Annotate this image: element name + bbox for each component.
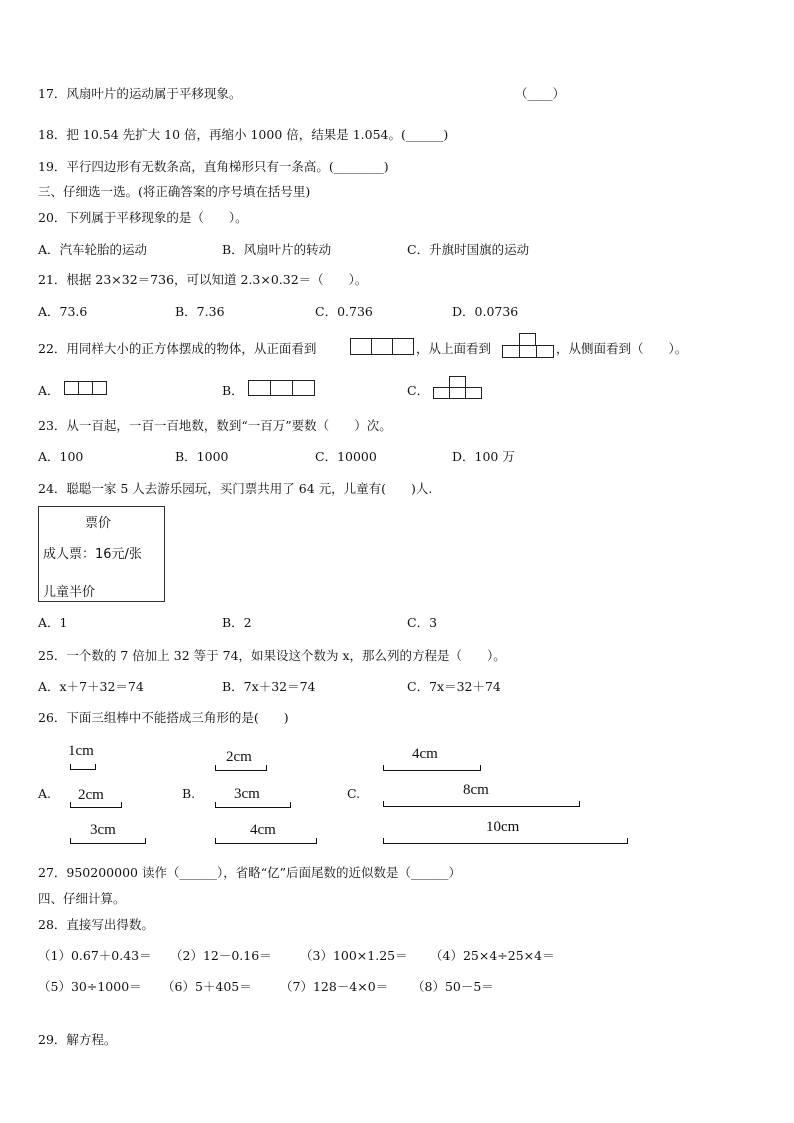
price-adult: 成人票：16元/张: [43, 547, 142, 562]
q22-option-a-figure: [64, 381, 107, 398]
q20-option-b[interactable]: B．风扇叶片的转动: [222, 242, 332, 257]
q24-option-b[interactable]: B．2: [222, 615, 252, 630]
q22-option-c-figure: [433, 376, 483, 400]
q22-option-b[interactable]: B．: [222, 383, 244, 398]
q26-option-a[interactable]: A.: [38, 786, 52, 801]
calc-8[interactable]: （8）50－5＝: [412, 979, 494, 994]
stick-b1: [215, 765, 267, 771]
calc-3[interactable]: （3）100×1.25＝: [300, 948, 408, 963]
question-22-part-b: ，从上面看到: [416, 341, 492, 356]
question-20: 20．下列属于平移现象的是（ ）。: [38, 210, 248, 225]
price-table: [38, 506, 165, 602]
q24-option-c[interactable]: C．3: [407, 615, 438, 630]
question-29: 29．解方程。: [38, 1032, 117, 1047]
q22-option-a[interactable]: A．: [38, 383, 60, 398]
q25-option-c[interactable]: C．7x＝32＋74: [407, 679, 501, 694]
stick-c1-label: 4cm: [412, 746, 438, 762]
question-25: 25．一个数的 7 倍加上 32 等于 74，如果设这个数为 x，那么列的方程是（ ）。: [38, 648, 506, 663]
question-24: 24．聪聪一家 5 人去游乐园玩，买门票共用了 64 元，儿童有( )人.: [38, 481, 433, 496]
calc-5[interactable]: （5）30÷1000＝: [38, 979, 142, 994]
price-title: 票价: [85, 516, 112, 531]
stick-b1-label: 2cm: [226, 749, 252, 765]
stick-c3: [383, 838, 628, 844]
q24-option-a[interactable]: A．1: [38, 615, 68, 630]
stick-c3-label: 10cm: [486, 819, 520, 835]
question-22-part-c: ，从侧面看到（ ）。: [556, 341, 688, 356]
stick-b2-label: 3cm: [234, 786, 260, 802]
stick-a1-label: 1cm: [68, 743, 94, 759]
q20-option-a[interactable]: A．汽车轮胎的运动: [38, 242, 148, 257]
stick-a3: [70, 838, 146, 844]
question-17: 17．风扇叶片的运动属于平移现象。: [38, 86, 242, 101]
stick-b3-label: 4cm: [250, 822, 276, 838]
stick-b3: [215, 838, 317, 844]
stick-a2: [70, 802, 122, 808]
question-26: 26．下面三组棒中不能搭成三角形的是( ): [38, 710, 289, 725]
section-3-heading: 三、仔细选一选。(将正确答案的序号填在括号里): [38, 184, 311, 199]
question-19: 19．平行四边形有无数条高，直角梯形只有一条高。(________): [38, 159, 389, 174]
section-4-heading: 四、仔细计算。: [38, 891, 126, 906]
q21-option-b[interactable]: B．7.36: [175, 304, 225, 319]
stick-a2-label: 2cm: [78, 787, 104, 803]
q25-option-a[interactable]: A．x＋7＋32＝74: [38, 679, 144, 694]
calc-4[interactable]: （4）25×4÷25×4＝: [430, 948, 555, 963]
q21-option-d[interactable]: D．0.0736: [452, 304, 519, 319]
stick-a1: [70, 764, 96, 770]
answer-paren-17[interactable]: （____）: [515, 86, 566, 101]
question-23: 23．从一百起，一百一百地数，数到“一百万”要数（ ）次。: [38, 418, 392, 433]
stick-c2-label: 8cm: [463, 782, 489, 798]
calc-1[interactable]: （1）0.67＋0.43＝: [38, 948, 152, 963]
stick-b2: [215, 802, 291, 808]
question-21: 21．根据 23×32＝736，可以知道 2.3×0.32＝（ ）。: [38, 272, 368, 287]
q26-option-c[interactable]: C.: [347, 786, 361, 801]
stick-c1: [383, 765, 481, 771]
front-view-figure: [350, 338, 414, 358]
question-18: 18．把 10.54 先扩大 10 倍，再缩小 1000 倍，结果是 1.054。(______): [38, 127, 449, 142]
calc-2[interactable]: （2）12－0.16＝: [170, 948, 272, 963]
top-view-figure: [502, 333, 554, 359]
q26-option-b[interactable]: B.: [182, 786, 196, 801]
question-27: 27．950200000 读作（______），省略“亿”后面尾数的近似数是（______）: [38, 865, 461, 880]
stick-a3-label: 3cm: [90, 822, 116, 838]
q21-option-c[interactable]: C．0.736: [315, 304, 373, 319]
price-child: 儿童半价: [43, 585, 96, 600]
q23-option-a[interactable]: A．100: [38, 449, 84, 464]
q22-option-b-figure: [248, 380, 315, 399]
calc-6[interactable]: （6）5＋405＝: [162, 979, 252, 994]
question-28: 28．直接写出得数。: [38, 917, 154, 932]
q21-option-a[interactable]: A．73.6: [38, 304, 88, 319]
question-22-part-a: 22．用同样大小的正方体摆成的物体，从正面看到: [38, 341, 317, 356]
q20-option-c[interactable]: C．升旗时国旗的运动: [407, 242, 530, 257]
q23-option-c[interactable]: C．10000: [315, 449, 377, 464]
q23-option-d[interactable]: D．100 万: [452, 449, 515, 464]
stick-c2: [383, 801, 580, 807]
q22-option-c[interactable]: C．: [407, 383, 430, 398]
q23-option-b[interactable]: B．1000: [175, 449, 229, 464]
calc-7[interactable]: （7）128－4×0＝: [280, 979, 389, 994]
q25-option-b[interactable]: B．7x＋32＝74: [222, 679, 316, 694]
